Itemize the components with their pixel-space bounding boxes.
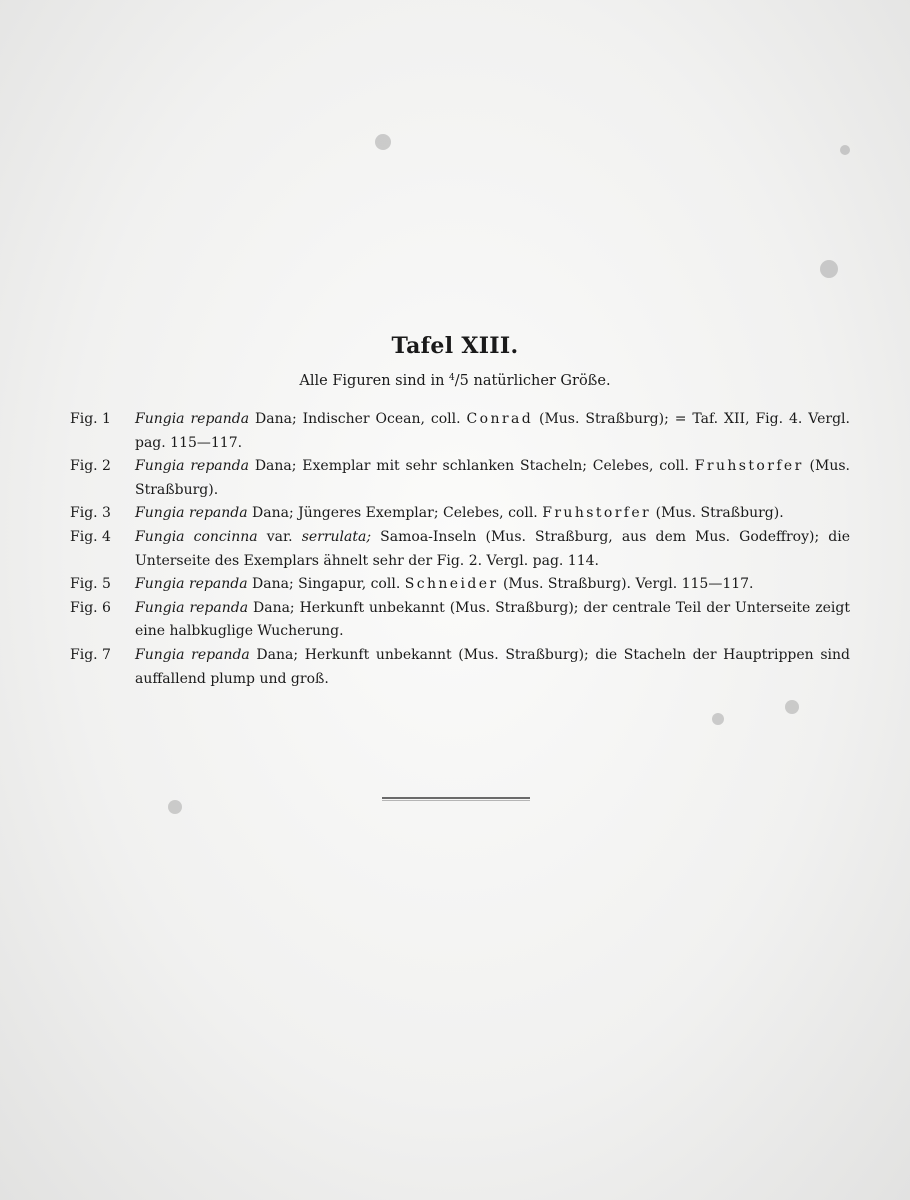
figure-label: Fig. 2 bbox=[70, 458, 111, 475]
fraction-numerator: 4 bbox=[449, 373, 455, 383]
variety-name: serrulata; bbox=[301, 528, 372, 545]
plate-title: Tafel XIII. bbox=[391, 333, 519, 359]
collector-name: Fruhstorfer bbox=[542, 505, 652, 522]
figure-caption-5 bbox=[70, 573, 850, 597]
description-text: var. bbox=[257, 528, 302, 545]
description-text: Dana; Singapur, coll. bbox=[247, 576, 405, 593]
figure-label: Fig. 5 bbox=[70, 576, 111, 593]
figure-caption-list bbox=[70, 408, 850, 691]
collector-name: Fruhstorfer bbox=[694, 458, 804, 475]
description-text: (Mus. Straßburg). Vergl. 115—117. bbox=[498, 576, 754, 593]
fraction-denominator: /5 bbox=[454, 373, 469, 389]
figure-description bbox=[135, 502, 850, 526]
subtitle-text-end: natürlicher Größe. bbox=[468, 373, 611, 389]
description-text: (Mus. Straßburg). bbox=[651, 505, 784, 522]
paper-speck bbox=[840, 145, 850, 155]
figure-description bbox=[135, 573, 850, 597]
figure-caption-1 bbox=[70, 408, 850, 455]
figure-caption-4 bbox=[70, 526, 850, 573]
description-text: Dana; Indischer Ocean, coll. bbox=[249, 411, 467, 427]
figure-label: Fig. 6 bbox=[70, 599, 111, 616]
figure-description bbox=[135, 597, 850, 644]
species-name: Fungia repanda bbox=[135, 646, 250, 663]
description-text: Dana; Exemplar mit sehr schlanken Stacheln; Celebes, coll. bbox=[248, 458, 695, 475]
closing-rule bbox=[382, 797, 530, 801]
collector-name: Conrad bbox=[466, 411, 534, 427]
species-name: Fungia repanda bbox=[135, 458, 249, 475]
figure-description bbox=[135, 455, 850, 502]
description-text: Samoa-Inseln (Mus. Straßburg, aus dem Mus. Godeffroy); die Unterseite des Exemplars ähnelt sehr der Fig. 2. Vergl. pag. 114. bbox=[135, 528, 851, 569]
description-text: Dana; Jüngeres Exemplar; Celebes, coll. bbox=[247, 505, 543, 522]
figure-description bbox=[135, 408, 850, 455]
figure-label: Fig. 1 bbox=[70, 411, 111, 427]
description-text: Dana; Herkunft unbekannt (Mus. Straßburg); der centrale Teil der Unterseite zeigt eine halbkuglige Wucherung. bbox=[135, 599, 850, 640]
figure-caption-2 bbox=[70, 455, 850, 502]
figure-description bbox=[135, 644, 850, 691]
figure-label: Fig. 3 bbox=[70, 505, 111, 522]
figure-caption-6 bbox=[70, 597, 850, 644]
subtitle-text-start: Alle Figuren sind in bbox=[299, 373, 450, 389]
species-name: Fungia repanda bbox=[135, 505, 248, 522]
paper-speck bbox=[712, 713, 724, 725]
figure-label: Fig. 4 bbox=[70, 528, 111, 545]
paper-speck bbox=[375, 134, 391, 150]
figure-label: Fig. 7 bbox=[70, 646, 111, 663]
figure-caption-7 bbox=[70, 644, 850, 691]
plate-subtitle bbox=[0, 373, 910, 389]
description-text: (Mus. Straßburg); = Taf. XII, Fig. 4. Vergl. pag. 115—117. bbox=[135, 411, 850, 451]
figure-description bbox=[135, 526, 850, 573]
description-text: (Mus. Straßburg). bbox=[135, 458, 850, 498]
figure-caption-3 bbox=[70, 502, 850, 526]
species-name: Fungia repanda bbox=[135, 599, 249, 616]
species-name: Fungia repanda bbox=[135, 576, 248, 593]
paper-speck bbox=[785, 700, 799, 714]
species-name: Fungia concinna bbox=[135, 528, 258, 545]
species-name: Fungia repanda bbox=[135, 411, 250, 427]
paper-speck bbox=[820, 260, 838, 278]
paper-speck bbox=[168, 800, 182, 814]
collector-name: Schneider bbox=[404, 576, 499, 593]
description-text: Dana; Herkunft unbekannt (Mus. Straßburg); die Stacheln der Hauptrippen sind auffallend plump und groß. bbox=[135, 646, 850, 687]
